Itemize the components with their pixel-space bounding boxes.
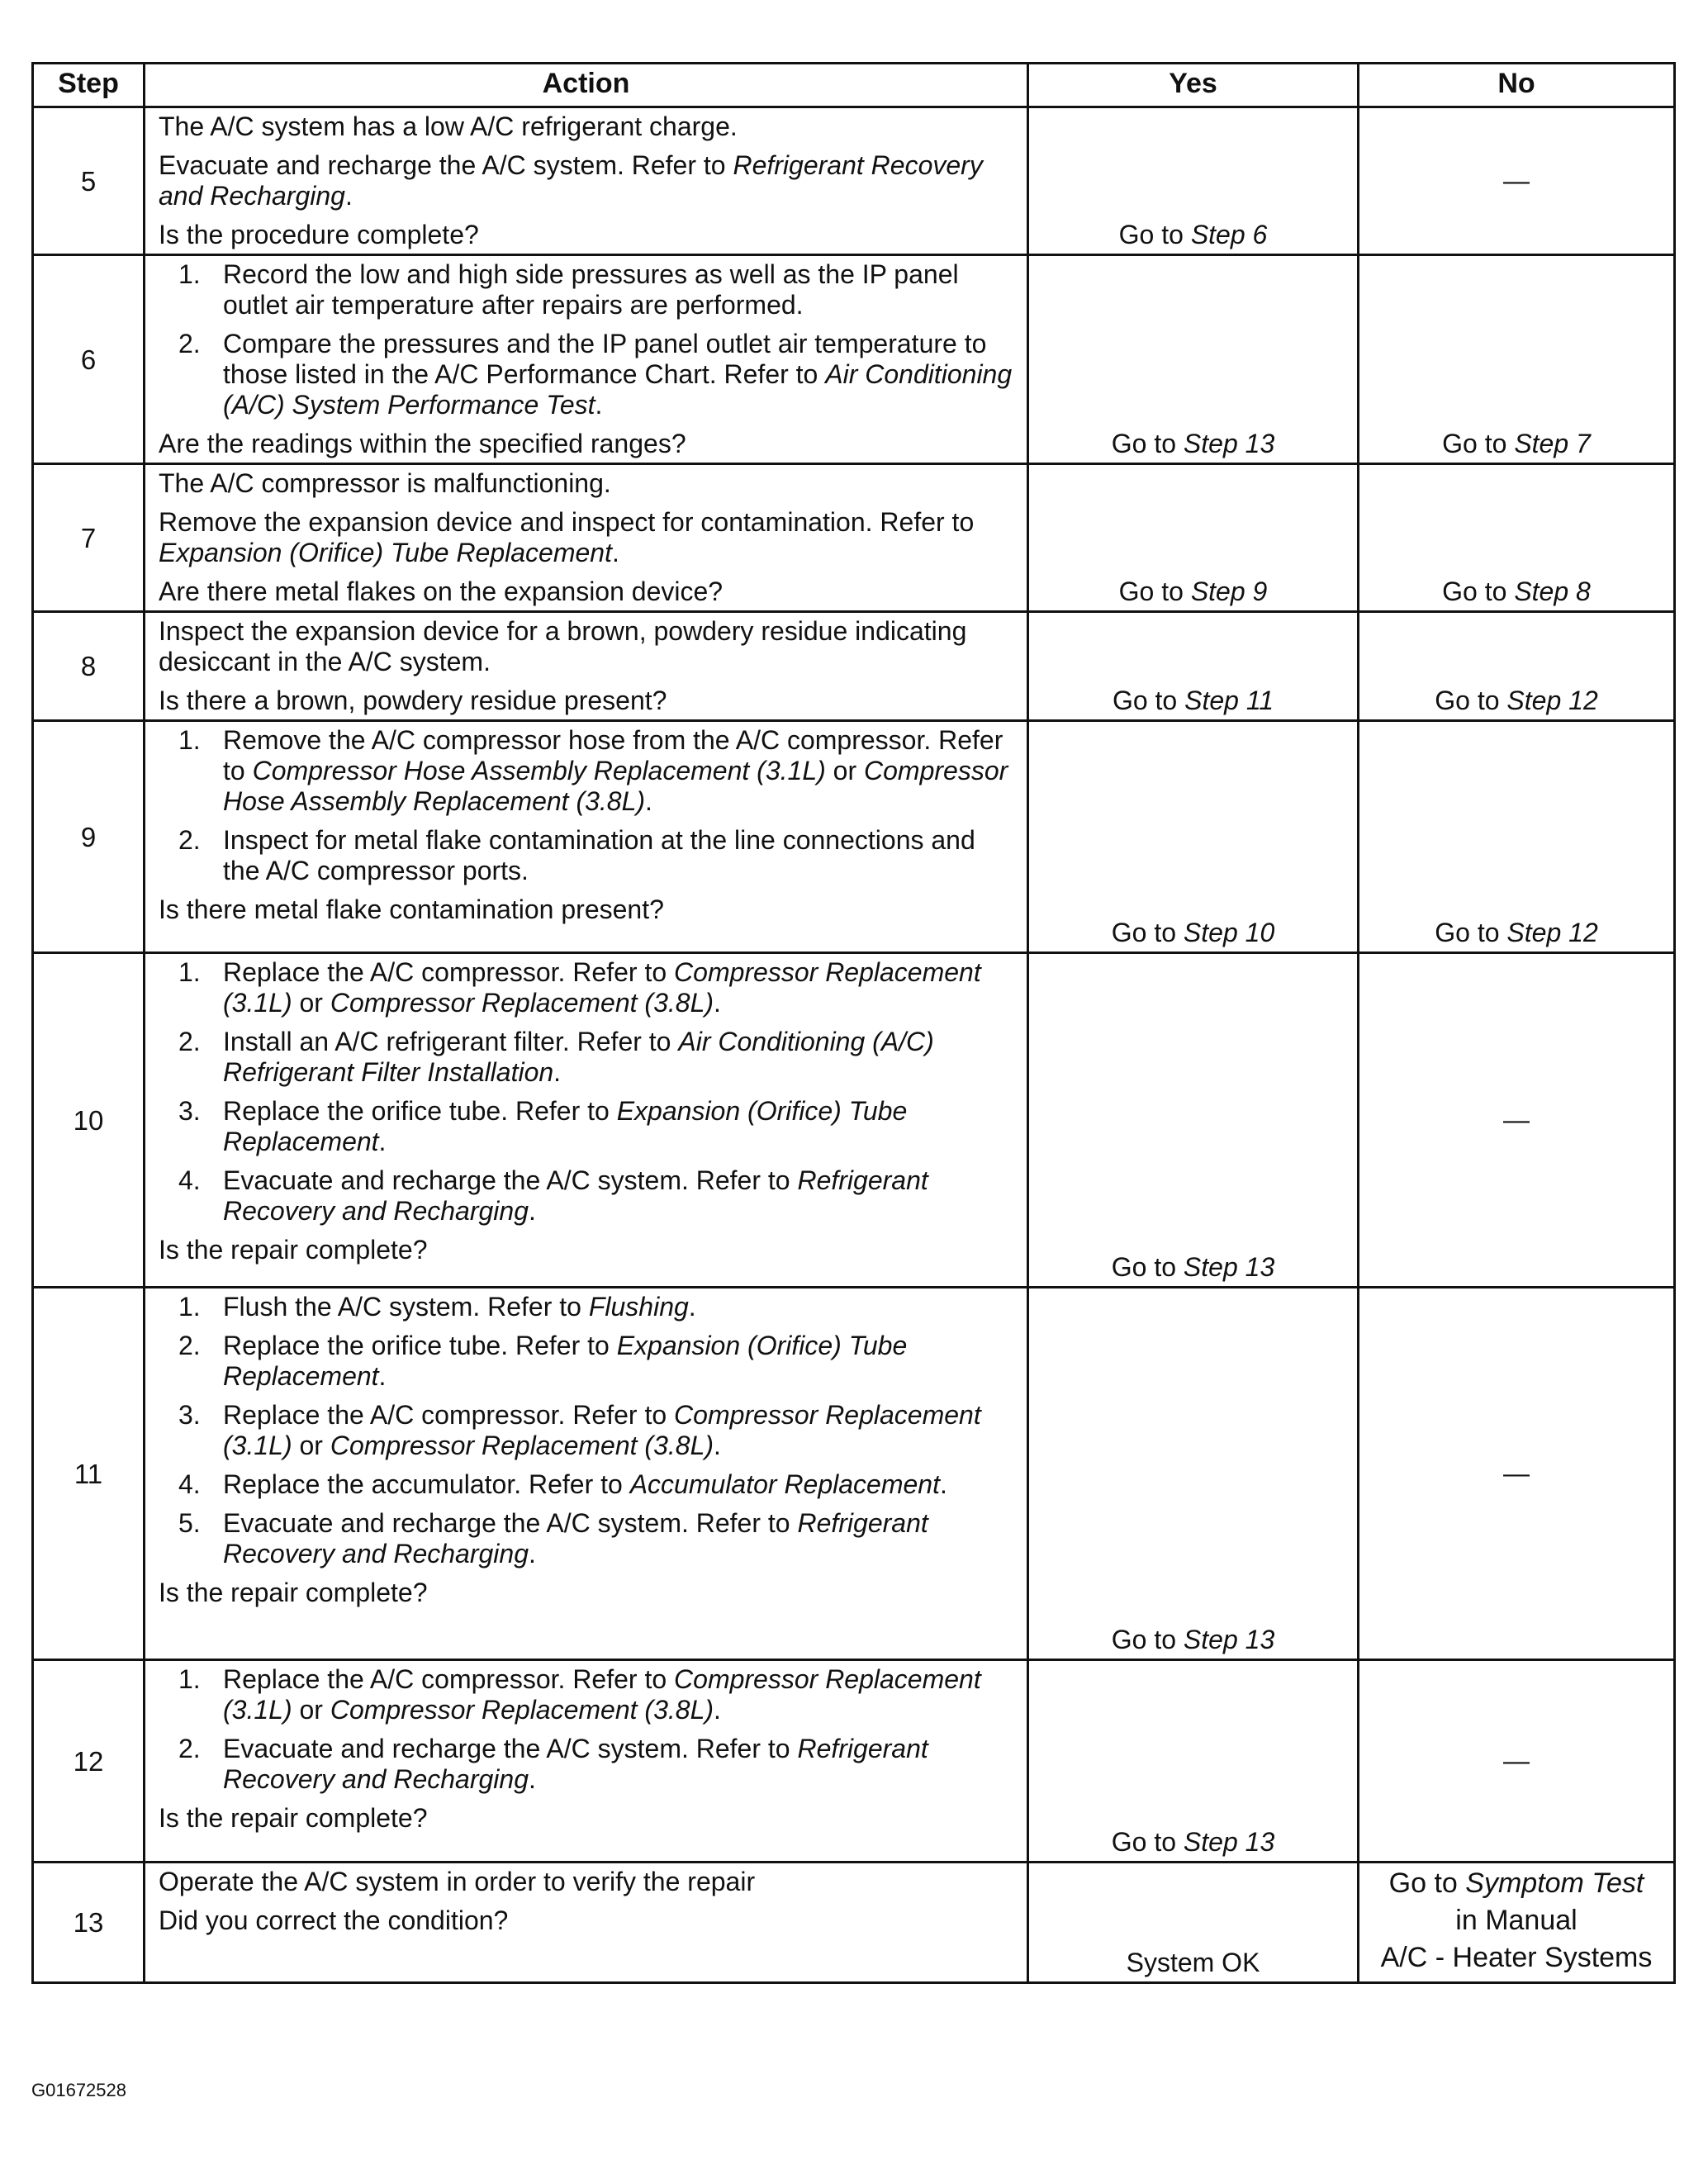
result-text: Go to xyxy=(1442,429,1515,458)
step-reference: Step 6 xyxy=(1190,220,1268,249)
yes-result xyxy=(1029,429,1357,459)
text-segment: . xyxy=(378,1361,387,1391)
header-no: No xyxy=(1359,64,1675,107)
text-segment: Evacuate and recharge the A/C system. Refer to xyxy=(223,1165,798,1195)
step-number: 8 xyxy=(33,612,145,721)
text-segment: . xyxy=(344,181,353,211)
header-yes: Yes xyxy=(1028,64,1359,107)
table-row xyxy=(33,1863,1675,1983)
text-segment: . xyxy=(714,988,721,1018)
list-item-text xyxy=(223,1469,1015,1500)
reference-link-text: Compressor Hose Assembly Replacement (3.1L) xyxy=(252,756,826,785)
result-text: Go to xyxy=(1435,918,1507,947)
reference-link-text: Compressor Replacement (3.8L) xyxy=(330,988,714,1018)
reference-link-text: Compressor Replacement (3.1L) xyxy=(223,957,981,1018)
list-item-number: 2. xyxy=(178,1734,201,1763)
list-item-text xyxy=(223,1508,1015,1569)
text-segment: . xyxy=(714,1431,721,1460)
step-reference: Step 7 xyxy=(1514,429,1591,458)
text-segment: Operate the A/C system in order to verify the repair xyxy=(159,1867,756,1896)
text-segment: Record the low and high side pressures as well as the IP panel outlet air temperature after repairs are performed. xyxy=(223,259,959,320)
result-text: Go to xyxy=(1111,429,1184,458)
action-cell xyxy=(145,721,1028,953)
figure-code: G01672528 xyxy=(31,2080,126,2100)
list-item-text xyxy=(223,1734,1015,1795)
result-text: Go to xyxy=(1435,686,1507,715)
step-reference: Step 9 xyxy=(1190,577,1268,606)
list-item-text xyxy=(223,1165,1015,1227)
action-list-item xyxy=(159,329,1015,420)
table-row xyxy=(33,953,1675,1288)
step-reference: Step 13 xyxy=(1183,1827,1275,1857)
action-cell xyxy=(145,255,1028,464)
no-cell xyxy=(1359,721,1675,953)
text-segment: Replace the accumulator. Refer to xyxy=(223,1469,630,1499)
text-segment: . xyxy=(939,1469,947,1499)
list-item-number: 5. xyxy=(178,1508,201,1538)
action-list-item xyxy=(159,1469,1015,1500)
text-segment: . xyxy=(528,1764,536,1794)
reference-link-text: Air Conditioning (A/C) System Performance Test xyxy=(223,359,1013,420)
result-text: System OK xyxy=(1126,1948,1260,1977)
no-result xyxy=(1359,1863,1673,1977)
result-text: Go to xyxy=(1111,1625,1184,1654)
yes-cell xyxy=(1028,953,1359,1288)
step-number: 12 xyxy=(33,1660,145,1863)
text-segment: or xyxy=(292,1695,330,1725)
no-cell xyxy=(1359,107,1675,255)
no-cell xyxy=(1359,1863,1675,1983)
list-item-text xyxy=(223,957,1015,1018)
reference-link-text: Compressor Replacement (3.1L) xyxy=(223,1664,981,1725)
action-question: Is the repair complete? xyxy=(159,1235,428,1265)
list-item-number: 3. xyxy=(178,1400,201,1430)
list-item-text xyxy=(223,1027,1015,1088)
no-cell xyxy=(1359,953,1675,1288)
text-segment: Evacuate and recharge the A/C system. Refer to xyxy=(223,1734,798,1763)
no-cell xyxy=(1359,464,1675,612)
text-segment: . xyxy=(553,1057,562,1087)
action-paragraph xyxy=(159,150,1015,211)
text-segment: The A/C system has a low A/C refrigerant charge. xyxy=(159,112,738,141)
no-cell xyxy=(1359,1660,1675,1863)
text-segment: Replace the orifice tube. Refer to xyxy=(223,1096,617,1126)
step-reference: Step 13 xyxy=(1183,1252,1275,1282)
step-number: 5 xyxy=(33,107,145,255)
text-segment: Evacuate and recharge the A/C system. Refer to xyxy=(223,1508,798,1538)
list-item-number: 2. xyxy=(178,329,201,358)
list-item-number: 4. xyxy=(178,1165,201,1195)
yes-cell xyxy=(1028,721,1359,953)
result-text: Go to xyxy=(1388,1867,1466,1899)
action-cell xyxy=(145,1863,1028,1983)
action-list-item xyxy=(159,957,1015,1018)
yes-result xyxy=(1029,577,1357,607)
action-list-item xyxy=(159,1734,1015,1795)
list-item-text xyxy=(223,259,1015,320)
diagnostic-table xyxy=(31,62,1676,1984)
step-number: 7 xyxy=(33,464,145,612)
yes-result xyxy=(1029,220,1357,250)
result-text: Go to xyxy=(1112,686,1185,715)
action-question: Is the procedure complete? xyxy=(159,220,479,249)
text-segment: . xyxy=(688,1292,696,1322)
text-segment: Compare the pressures and the IP panel outlet air temperature to those listed in the A/C Performance Chart. Refer to xyxy=(223,329,987,389)
action-question: Are the readings within the specified ranges? xyxy=(159,429,686,458)
step-reference: Step 10 xyxy=(1183,918,1275,947)
reference-link-text: Refrigerant Recovery and Recharging xyxy=(223,1508,928,1568)
table-row xyxy=(33,464,1675,612)
text-segment: The A/C compressor is malfunctioning. xyxy=(159,468,611,498)
action-paragraph xyxy=(159,112,1015,142)
action-cell xyxy=(145,107,1028,255)
no-cell xyxy=(1359,612,1675,721)
step-number: 10 xyxy=(33,953,145,1288)
text-segment: or xyxy=(292,988,330,1018)
action-cell xyxy=(145,464,1028,612)
header-row xyxy=(33,64,1675,107)
text-segment: Flush the A/C system. Refer to xyxy=(223,1292,589,1322)
no-result-dash: — xyxy=(1503,1745,1530,1776)
action-question: Is there a brown, powdery residue present? xyxy=(159,686,667,715)
table-row xyxy=(33,255,1675,464)
action-question: Are there metal flakes on the expansion device? xyxy=(159,577,724,606)
reference-link-text: Compressor Hose Assembly Replacement (3.8L) xyxy=(223,756,1008,816)
result-text: A/C - Heater Systems xyxy=(1380,1942,1653,1973)
reference-link-text: Compressor Replacement (3.8L) xyxy=(330,1431,714,1460)
text-segment: Replace the A/C compressor. Refer to xyxy=(223,957,675,987)
action-question: Is the repair complete? xyxy=(159,1578,428,1607)
header-action: Action xyxy=(145,64,1028,107)
action-list-item xyxy=(159,1096,1015,1157)
action-paragraph xyxy=(159,507,1015,568)
action-list-item xyxy=(159,1027,1015,1088)
result-text: Go to xyxy=(1442,577,1515,606)
no-result-dash: — xyxy=(1503,1458,1530,1488)
no-result-dash: — xyxy=(1503,165,1530,196)
step-reference: Step 13 xyxy=(1183,429,1275,458)
yes-cell xyxy=(1028,107,1359,255)
table-row xyxy=(33,1660,1675,1863)
table-row xyxy=(33,721,1675,953)
text-segment: . xyxy=(611,538,619,567)
diagnostic-table-container xyxy=(31,62,1673,1984)
step-number: 11 xyxy=(33,1288,145,1660)
yes-cell xyxy=(1028,464,1359,612)
table-row xyxy=(33,107,1675,255)
list-item-text xyxy=(223,329,1015,420)
text-segment: . xyxy=(528,1196,536,1226)
step-reference: Step 12 xyxy=(1506,686,1598,715)
text-segment: Remove the expansion device and inspect for contamination. Refer to xyxy=(159,507,975,537)
result-text: Go to xyxy=(1111,918,1184,947)
no-result xyxy=(1359,918,1673,948)
list-item-text xyxy=(223,1664,1015,1725)
text-segment: . xyxy=(378,1127,387,1156)
action-cell xyxy=(145,612,1028,721)
list-item-number: 2. xyxy=(178,1331,201,1360)
list-item-text xyxy=(223,1292,1015,1322)
list-item-number: 1. xyxy=(178,725,201,755)
yes-result xyxy=(1029,918,1357,948)
text-segment: . xyxy=(595,390,603,420)
list-item-text xyxy=(223,1331,1015,1392)
reference-link-text: Expansion (Orifice) Tube Replacement xyxy=(159,538,612,567)
list-item-number: 1. xyxy=(178,957,201,987)
reference-link-text: Compressor Replacement (3.1L) xyxy=(223,1400,981,1460)
reference-link-text: Expansion (Orifice) Tube Replacement xyxy=(223,1096,908,1156)
list-item-text xyxy=(223,1096,1015,1157)
list-item-number: 2. xyxy=(178,825,201,855)
no-result-dash: — xyxy=(1503,1104,1530,1135)
action-cell xyxy=(145,1288,1028,1660)
no-result xyxy=(1359,686,1673,716)
step-reference: Step 11 xyxy=(1184,686,1274,715)
reference-link-text: Flushing xyxy=(588,1292,689,1322)
step-number: 9 xyxy=(33,721,145,953)
text-segment: Inspect for metal flake contamination at the line connections and the A/C compressor ports. xyxy=(223,825,975,885)
header-step: Step xyxy=(33,64,145,107)
yes-result xyxy=(1029,1252,1357,1283)
reference-link-text: Refrigerant Recovery and Recharging xyxy=(223,1734,928,1794)
reference-link-text: Air Conditioning (A/C) Refrigerant Filter Installation xyxy=(223,1027,934,1087)
yes-cell xyxy=(1028,1288,1359,1660)
no-result-line xyxy=(1359,1865,1673,1902)
action-cell xyxy=(145,953,1028,1288)
no-result-line xyxy=(1359,1902,1673,1939)
yes-cell xyxy=(1028,255,1359,464)
yes-cell xyxy=(1028,1660,1359,1863)
result-text: Go to xyxy=(1118,220,1191,249)
action-list-item xyxy=(159,1664,1015,1725)
step-reference: Step 13 xyxy=(1183,1625,1275,1654)
step-number: 13 xyxy=(33,1863,145,1983)
text-segment: Evacuate and recharge the A/C system. Refer to xyxy=(159,150,733,180)
action-question: Is there metal flake contamination present? xyxy=(159,895,664,924)
text-segment: Did you correct the condition? xyxy=(159,1905,509,1935)
list-item-number: 1. xyxy=(178,259,201,289)
list-item-number: 3. xyxy=(178,1096,201,1126)
table-row xyxy=(33,1288,1675,1660)
list-item-number: 4. xyxy=(178,1469,201,1499)
result-text: Go to xyxy=(1111,1827,1184,1857)
list-item-text xyxy=(223,1400,1015,1461)
action-list-item xyxy=(159,1400,1015,1461)
text-segment: . xyxy=(714,1695,721,1725)
action-paragraph xyxy=(159,468,1015,499)
action-paragraph xyxy=(159,1867,1015,1897)
text-segment: Inspect the expansion device for a brown, powdery residue indicating desiccant in the A/C system. xyxy=(159,616,967,676)
reference-link-text: Refrigerant Recovery and Recharging xyxy=(223,1165,928,1226)
result-text: Go to xyxy=(1118,577,1191,606)
text-segment: Replace the A/C compressor. Refer to xyxy=(223,1400,675,1430)
result-text: Go to xyxy=(1111,1252,1184,1282)
text-segment: . xyxy=(528,1539,536,1568)
result-text: in Manual xyxy=(1455,1905,1578,1936)
yes-result xyxy=(1029,1625,1357,1655)
step-reference: Symptom Test xyxy=(1465,1867,1644,1899)
list-item-text xyxy=(223,825,1015,886)
yes-cell xyxy=(1028,1863,1359,1983)
no-cell xyxy=(1359,1288,1675,1660)
text-segment: Replace the orifice tube. Refer to xyxy=(223,1331,617,1360)
yes-result xyxy=(1029,1827,1357,1858)
text-segment: Install an A/C refrigerant filter. Refer to xyxy=(223,1027,679,1056)
no-result-line xyxy=(1359,1939,1673,1977)
action-list-item xyxy=(159,725,1015,817)
list-item-number: 1. xyxy=(178,1664,201,1694)
text-segment: . xyxy=(645,786,652,816)
reference-link-text: Refrigerant Recovery and Recharging xyxy=(159,150,983,211)
reference-link-text: Compressor Replacement (3.8L) xyxy=(330,1695,714,1725)
step-number: 6 xyxy=(33,255,145,464)
reference-link-text: Expansion (Orifice) Tube Replacement xyxy=(223,1331,908,1391)
yes-result xyxy=(1029,686,1357,716)
action-list-item xyxy=(159,1331,1015,1392)
action-paragraph xyxy=(159,616,1015,677)
no-result xyxy=(1359,429,1673,459)
action-list-item xyxy=(159,259,1015,320)
action-list-item xyxy=(159,1508,1015,1569)
action-question: Is the repair complete? xyxy=(159,1803,428,1833)
text-segment: Remove the A/C compressor hose from the A/C compressor. Refer to xyxy=(223,725,1003,785)
text-segment: or xyxy=(292,1431,330,1460)
text-segment: or xyxy=(825,756,864,785)
no-result xyxy=(1359,577,1673,607)
action-paragraph xyxy=(159,1905,1015,1936)
yes-cell xyxy=(1028,612,1359,721)
action-list-item xyxy=(159,1165,1015,1227)
list-item-number: 2. xyxy=(178,1027,201,1056)
table-body xyxy=(33,107,1675,1983)
list-item-text xyxy=(223,725,1015,817)
action-cell xyxy=(145,1660,1028,1863)
table-row xyxy=(33,612,1675,721)
step-reference: Step 12 xyxy=(1506,918,1598,947)
text-segment: Replace the A/C compressor. Refer to xyxy=(223,1664,675,1694)
no-cell xyxy=(1359,255,1675,464)
list-item-number: 1. xyxy=(178,1292,201,1322)
yes-result xyxy=(1029,1948,1357,1978)
step-reference: Step 8 xyxy=(1514,577,1591,606)
action-list-item xyxy=(159,825,1015,886)
reference-link-text: Accumulator Replacement xyxy=(629,1469,940,1499)
action-list-item xyxy=(159,1292,1015,1322)
